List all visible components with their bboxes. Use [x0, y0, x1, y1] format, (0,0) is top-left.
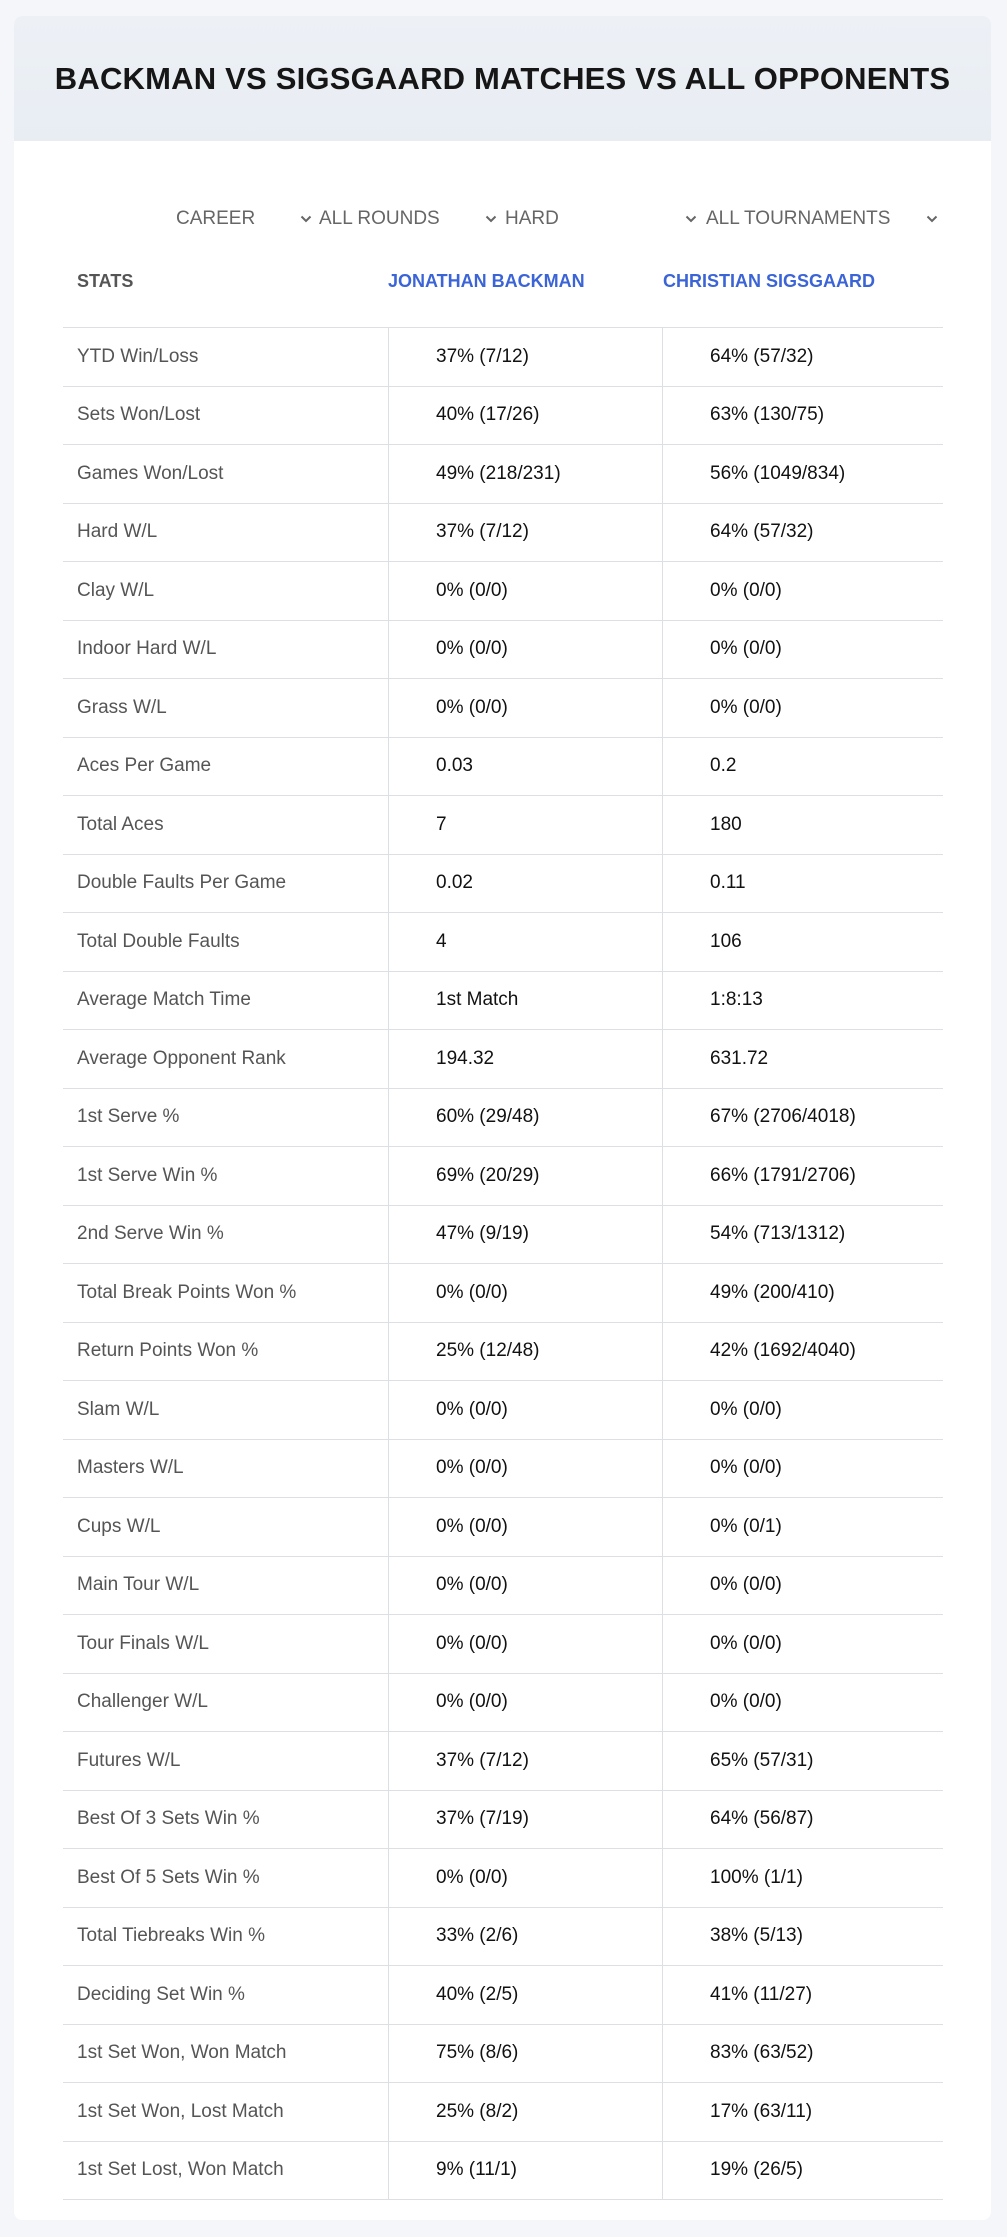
- table-row: [63, 1323, 943, 1382]
- column-header-player1[interactable]: JONATHAN BACKMAN: [388, 271, 585, 291]
- player2-value: 1:8:13: [710, 989, 763, 1011]
- player1-value: 37% (7/12): [388, 1732, 663, 1790]
- player2-value: 0% (0/0): [710, 1574, 782, 1596]
- player2-value: 83% (63/52): [710, 2042, 814, 2064]
- table-row: [63, 621, 943, 680]
- player1-value: 0% (0/0): [388, 562, 663, 620]
- table-row: [63, 2142, 943, 2201]
- player2-value: 0% (0/0): [710, 1457, 782, 1479]
- stat-label: Slam W/L: [77, 1398, 160, 1420]
- table-row: [63, 1147, 943, 1206]
- player1-value: 40% (17/26): [388, 387, 663, 445]
- table-row: [63, 562, 943, 621]
- table-row: [63, 1089, 943, 1148]
- player2-value: 0% (0/0): [710, 696, 782, 718]
- player2-value: 65% (57/31): [710, 1749, 814, 1771]
- filter-rounds-value: ALL ROUNDS: [319, 208, 440, 229]
- filter-surface-value: HARD: [505, 208, 559, 229]
- table-row: [63, 1732, 943, 1791]
- player1-value: 0% (0/0): [388, 621, 663, 679]
- table-row: [63, 2025, 943, 2084]
- stat-label: Total Double Faults: [77, 930, 240, 952]
- stat-label: 1st Set Won, Won Match: [77, 2042, 287, 2064]
- filter-rounds-select[interactable]: [319, 208, 497, 230]
- stat-label: Average Opponent Rank: [77, 1047, 286, 1069]
- table-row: [63, 504, 943, 563]
- table-row: [63, 2083, 943, 2142]
- stat-label: 1st Serve Win %: [77, 1164, 218, 1186]
- table-row: [63, 1557, 943, 1616]
- player2-value: 0.11: [710, 872, 746, 894]
- stat-label: YTD Win/Loss: [77, 345, 199, 367]
- stat-label: Futures W/L: [77, 1749, 181, 1771]
- player1-value: 0.03: [388, 738, 663, 796]
- table-body: [63, 328, 943, 2200]
- table-row: [63, 1264, 943, 1323]
- player2-value: 49% (200/410): [710, 1281, 835, 1303]
- stat-label: Masters W/L: [77, 1457, 184, 1479]
- player1-value: 33% (2/6): [388, 1908, 663, 1966]
- player2-value: 54% (713/1312): [710, 1223, 846, 1245]
- player1-value: 0% (0/0): [388, 1381, 663, 1439]
- table-row: [63, 1849, 943, 1908]
- player1-value: 0% (0/0): [388, 1849, 663, 1907]
- player2-value: 42% (1692/4040): [710, 1340, 856, 1362]
- stat-label: 1st Set Lost, Won Match: [77, 2159, 284, 2181]
- table-row: [63, 1381, 943, 1440]
- player2-value: 64% (57/32): [710, 521, 814, 543]
- stat-label: Games Won/Lost: [77, 462, 224, 484]
- player2-value: 0% (0/0): [710, 1691, 782, 1713]
- player2-value: 64% (56/87): [710, 1808, 814, 1830]
- stat-label: Total Break Points Won %: [77, 1281, 297, 1303]
- table-row: [63, 738, 943, 797]
- player2-value: 0% (0/0): [710, 1398, 782, 1420]
- player1-value: 25% (12/48): [388, 1323, 663, 1381]
- table-row: [63, 1674, 943, 1733]
- table-row: [63, 1030, 943, 1089]
- filter-period-select[interactable]: [176, 208, 312, 230]
- table-row: [63, 1206, 943, 1265]
- player1-value: 25% (8/2): [388, 2083, 663, 2141]
- stat-label: Cups W/L: [77, 1515, 161, 1537]
- player2-value: 0% (0/0): [710, 1632, 782, 1654]
- chevron-down-icon: [926, 213, 938, 225]
- player1-value: 7: [388, 796, 663, 854]
- filter-tournaments-select[interactable]: [706, 208, 938, 230]
- player2-value: 180: [710, 813, 742, 835]
- stats-card: [14, 16, 991, 2220]
- player2-value: 67% (2706/4018): [710, 1106, 856, 1128]
- table-row: [63, 1908, 943, 1967]
- stat-label: Sets Won/Lost: [77, 404, 201, 426]
- stat-label: Challenger W/L: [77, 1691, 208, 1713]
- player1-value: 49% (218/231): [388, 445, 663, 503]
- player1-value: 194.32: [388, 1030, 663, 1088]
- stat-label: Total Tiebreaks Win %: [77, 1925, 265, 1947]
- filter-bar: [14, 186, 991, 256]
- page-title: BACKMAN VS SIGSGAARD MATCHES VS ALL OPPONENTS: [54, 60, 951, 96]
- player2-value: 631.72: [710, 1047, 769, 1069]
- stat-label: Hard W/L: [77, 521, 158, 543]
- filter-tournaments-value: ALL TOURNAMENTS: [706, 208, 891, 229]
- card-header: [14, 16, 991, 141]
- stat-label: Best Of 3 Sets Win %: [77, 1808, 260, 1830]
- player2-value: 0% (0/1): [710, 1515, 782, 1537]
- player1-value: 0% (0/0): [388, 679, 663, 737]
- column-header-player2[interactable]: CHRISTIAN SIGSGAARD: [663, 271, 876, 291]
- table-row: [63, 679, 943, 738]
- player2-value: 100% (1/1): [710, 1866, 803, 1888]
- stat-label: Deciding Set Win %: [77, 1983, 245, 2005]
- player1-value: 47% (9/19): [388, 1206, 663, 1264]
- stat-label: Clay W/L: [77, 579, 155, 601]
- player1-value: 0% (0/0): [388, 1498, 663, 1556]
- stat-label: 1st Set Won, Lost Match: [77, 2100, 284, 2122]
- player1-value: 75% (8/6): [388, 2025, 663, 2083]
- stat-label: Grass W/L: [77, 696, 167, 718]
- player1-value: 0.02: [388, 855, 663, 913]
- table-row: [63, 387, 943, 446]
- player1-value: 37% (7/12): [388, 328, 663, 386]
- player1-value: 0% (0/0): [388, 1440, 663, 1498]
- stats-table: [63, 251, 943, 2200]
- table-row: [63, 1791, 943, 1850]
- chevron-down-icon: [300, 213, 312, 225]
- column-header-stats: STATS: [77, 271, 134, 291]
- player2-value: 0.2: [710, 755, 737, 777]
- table-row: [63, 1440, 943, 1499]
- player2-value: 56% (1049/834): [710, 462, 846, 484]
- player1-value: 0% (0/0): [388, 1674, 663, 1732]
- player2-value: 66% (1791/2706): [710, 1164, 856, 1186]
- stat-label: Return Points Won %: [77, 1340, 259, 1362]
- player2-value: 63% (130/75): [710, 404, 825, 426]
- player2-value: 41% (11/27): [710, 1983, 813, 2005]
- player2-value: 19% (26/5): [710, 2159, 803, 2181]
- stat-label: Double Faults Per Game: [77, 872, 287, 894]
- table-row: [63, 855, 943, 914]
- stat-label: Total Aces: [77, 813, 164, 835]
- table-row: [63, 1498, 943, 1557]
- table-row: [63, 796, 943, 855]
- player1-value: 0% (0/0): [388, 1615, 663, 1673]
- table-row: [63, 913, 943, 972]
- player2-value: 64% (57/32): [710, 345, 814, 367]
- table-header: [63, 251, 943, 328]
- stat-label: Average Match Time: [77, 989, 251, 1011]
- filter-surface-select[interactable]: [505, 208, 697, 230]
- stat-label: Best Of 5 Sets Win %: [77, 1866, 260, 1888]
- player2-value: 106: [710, 930, 742, 952]
- table-row: [63, 1966, 943, 2025]
- table-row: [63, 328, 943, 387]
- chevron-down-icon: [685, 213, 697, 225]
- player2-value: 17% (63/11): [710, 2100, 813, 2122]
- filter-period-value: CAREER: [176, 208, 256, 229]
- stat-label: Main Tour W/L: [77, 1574, 200, 1596]
- player1-value: 0% (0/0): [388, 1264, 663, 1322]
- player1-value: 4: [388, 913, 663, 971]
- table-row: [63, 445, 943, 504]
- chevron-down-icon: [485, 213, 497, 225]
- player1-value: 60% (29/48): [388, 1089, 663, 1147]
- player2-value: 38% (5/13): [710, 1925, 803, 1947]
- table-row: [63, 972, 943, 1031]
- player1-value: 37% (7/19): [388, 1791, 663, 1849]
- player1-value: 0% (0/0): [388, 1557, 663, 1615]
- stat-label: Aces Per Game: [77, 755, 212, 777]
- player2-value: 0% (0/0): [710, 579, 782, 601]
- stat-label: Tour Finals W/L: [77, 1632, 209, 1654]
- player1-value: 69% (20/29): [388, 1147, 663, 1205]
- stat-label: Indoor Hard W/L: [77, 638, 217, 660]
- player2-value: 0% (0/0): [710, 638, 782, 660]
- stat-label: 1st Serve %: [77, 1106, 180, 1128]
- stat-label: 2nd Serve Win %: [77, 1223, 224, 1245]
- player1-value: 37% (7/12): [388, 504, 663, 562]
- player1-value: 9% (11/1): [388, 2142, 663, 2200]
- table-row: [63, 1615, 943, 1674]
- player1-value: 1st Match: [388, 972, 663, 1030]
- player1-value: 40% (2/5): [388, 1966, 663, 2024]
